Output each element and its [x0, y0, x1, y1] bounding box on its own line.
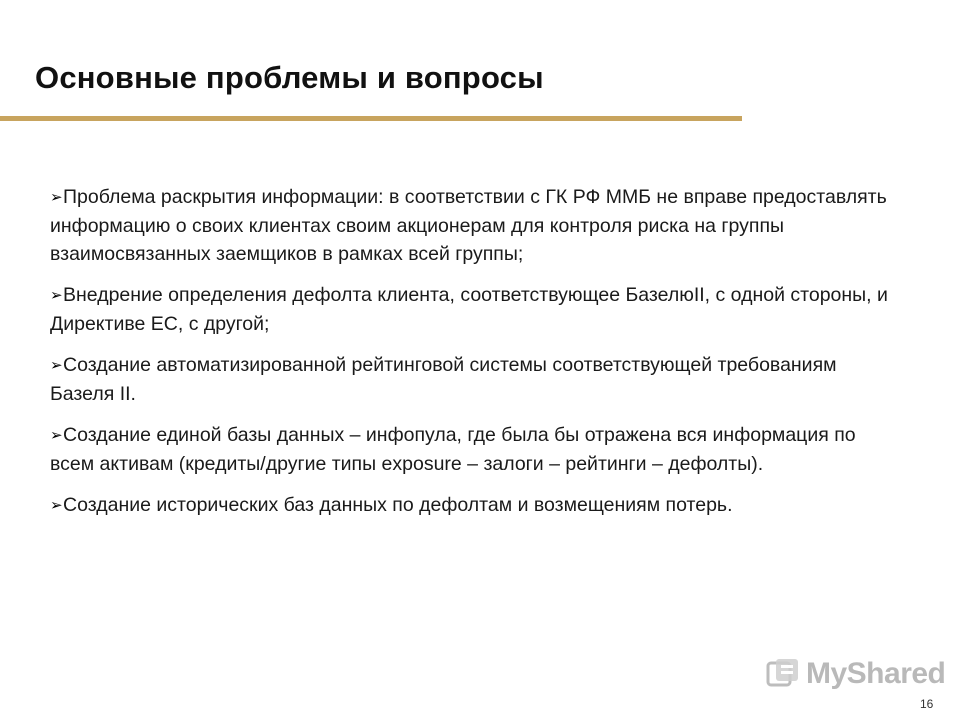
- bullet-item: [50, 351, 900, 408]
- bullet-item: [50, 281, 900, 338]
- watermark-text: MyShared: [806, 657, 946, 690]
- bullet-text: Создание единой базы данных – инфопула, где была бы отражена вся информация по всем активам (кредиты/другие типы exposure – залоги – рейтинги – дефолты).: [50, 424, 856, 475]
- bullet-text: Создание автоматизированной рейтинговой системы соответствующей требованиям Базеля II.: [50, 354, 837, 405]
- bullet-text: Проблема раскрытия информации: в соответствии с ГК РФ ММБ не вправе предоставлять информацию о своих клиентах своим акционерам для контроля риска на группы взаимосвязанных заемщиков в рамках всей группы;: [50, 186, 887, 265]
- arrow-bullet-icon: ➢: [50, 287, 63, 304]
- bullet-text: Внедрение определения дефолта клиента, соответствующее БазелюII, с одной стороны, и Директиве ЕС, с другой;: [50, 284, 888, 335]
- bullet-item: [50, 183, 900, 268]
- bullet-text: Создание исторических баз данных по дефолтам и возмещениям потерь.: [63, 494, 733, 516]
- myshared-logo-icon: [766, 657, 800, 691]
- bullet-item: [50, 421, 900, 478]
- bullet-item: [50, 491, 900, 520]
- bullet-list: [50, 183, 900, 533]
- arrow-bullet-icon: ➢: [50, 497, 63, 514]
- myshared-watermark: [766, 657, 945, 691]
- slide-title: Основные проблемы и вопросы: [35, 60, 544, 95]
- arrow-bullet-icon: ➢: [50, 357, 63, 374]
- title-underline: [0, 116, 742, 121]
- arrow-bullet-icon: ➢: [50, 189, 63, 206]
- page-number: 16: [920, 697, 934, 711]
- arrow-bullet-icon: ➢: [50, 427, 63, 444]
